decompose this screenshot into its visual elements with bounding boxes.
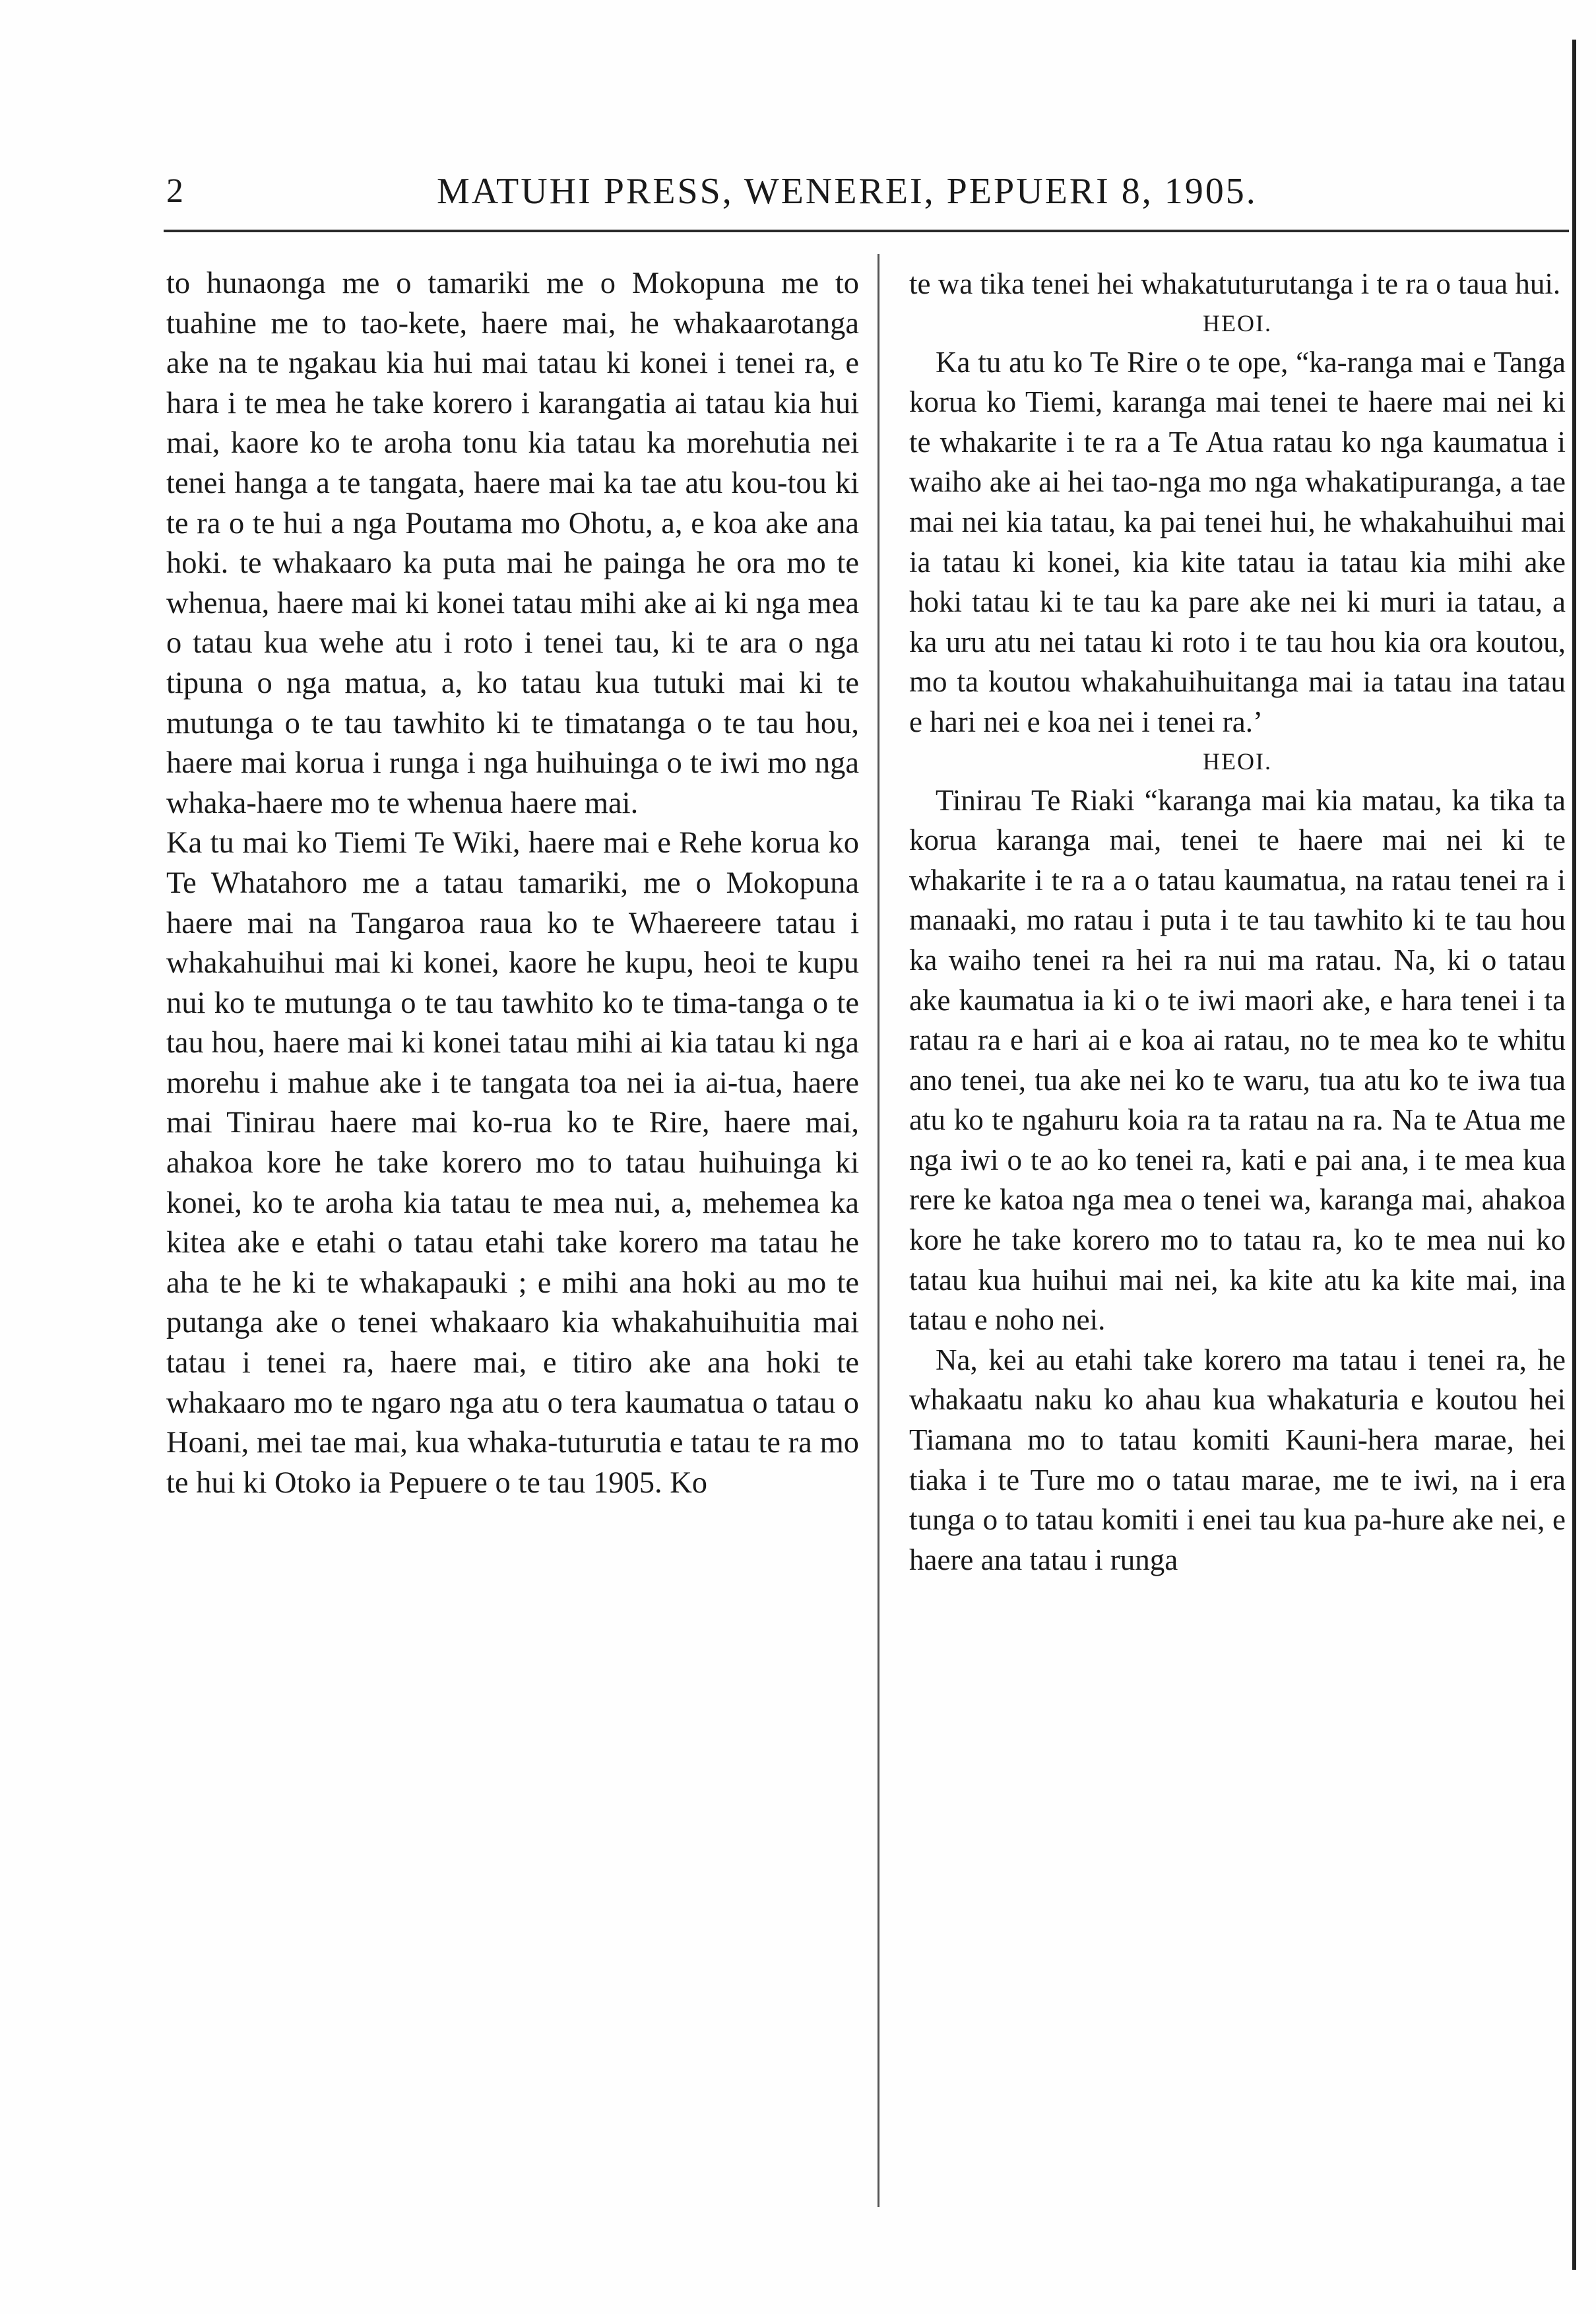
left-column — [166, 264, 859, 2224]
column-divider — [878, 254, 879, 2207]
paragraph: Ka tu atu ko Te Rire o te ope, “ka-ranga mai e Tanga korua ko Tiemi, karanga mai tenei te haere mai nei ki te whakarite i te ra a Te Atua ratau ko nga kaumatua i waiho ake ai hei tao-nga mo nga whakatipuranga, a tae mai nei kia tatau, ka pai tenei hui, he whakahuihui mai ia tatau ki konei, kia kite tatau ia tatau kia mihi ake hoki tatau ki te tau ka pare ake nei ki muri ia tatau, a ka uru atu nei tatau ki roto i te tau hou kia ora koutou, mo ta koutou whakahuihuitanga mai ia tatau ina tatau e hari nei e koa nei i tenei ra.’ — [909, 345, 1566, 738]
paragraph: Tinirau Te Riaki “karanga mai kia matau, ka tika ta korua karanga mai, tenei te haere mai nei ki te whakarite i te ra a o tatau kaumatua, na ratau tenei ra i manaaki, mo ratau i puta i te tau tawhito ki te tau hou ka waiho tenei ra hei ra nui ma ratau. Na, ki o tatau ake kaumatua ia ki o te iwi maori ake, e hara tenei i ta ratau ra e hari ai e koa ai ratau, no te mea ko te whitu ano tenei, tua ake nei ko te waru, tua atu ko te iwa tua atu ko te ngahuru koia ra ta ratau na ra. Na te Atua me nga iwi o te ao ko tenei ra, kati e pai ana, i te mea kua rere ke katoa nga mea o tenei wa, karanga mai, ahakoa kore he take korero mo to tatau ra, ko te mea nui ko tatau kua huihui mai nei, ka kite atu ka kite mai, ina tatau e noho nei. — [909, 783, 1566, 1337]
paragraph: Na, kei au etahi take korero ma tatau i tenei ra, he whakaatu naku ko ahau kua whakaturia e koutou hei Tiamana mo to tatau komiti Kauni-hera marae, hei tiaka i te Ture mo o tatau marae, me te iwi, na i era tunga o to tatau komiti i enei tau kua pa-hure ake nei, e haere ana tatau i runga — [909, 1343, 1566, 1576]
section-mark-heoi: HEOI. — [1203, 748, 1272, 775]
paragraph: to hunaonga me o tamariki me o Mokopuna me to tuahine me to tao-kete, haere mai, he whakaarotanga ake na te ngakau kia hui mai tatau ki konei i tenei ra, e hara i te mea he take korero i karangatia ai tatau kia hui mai, kaore ko te aroha tonu kia tatau ka morehutia nei tenei hanga a te tangata, haere mai ka tae atu kou-tou ki te ra o te hui a nga Poutama mo Ohotu, a, e koa ake ana hoki. te whakaaro ka puta mai he painga he ora mo te whenua, haere mai ki konei tatau mihi ake ai ki nga mea o tatau kua wehe atu i roto i tenei tau, ki te ara o nga tipuna o nga matua, a, ko tatau kua tutuki mai ki te mutunga o te tau tawhito ki te timatanga o te tau hou, haere mai korua i runga i nga huihuinga o te iwi mo nga whaka-haere mo te whenua haere mai. — [166, 267, 859, 820]
page-header — [166, 162, 1393, 221]
page-edge-rule — [1572, 40, 1576, 2270]
header-rule — [164, 230, 1569, 232]
right-column — [909, 264, 1566, 2224]
section-mark-heoi: HEOI. — [1203, 309, 1272, 337]
paragraph: te wa tika tenei hei whakatuturutanga i te ra o taua hui. — [909, 267, 1561, 300]
paragraph: Ka tu mai ko Tiemi Te Wiki, haere mai e Rehe korua ko Te Whatahoro me a tatau tamariki, me o Mokopuna haere mai na Tangaroa raua ko te Whaereere tatau i whakahuihui mai ki konei, kaore he kupu, heoi te kupu nui ko te mutunga o te tau tawhito ko te tima-tanga o te tau hou, haere mai ki konei tatau mihi ai kia tatau ki nga morehu i mahue ake i te tangata toa nei ia ai-tua, haere mai Tinirau haere mai ko-rua ko te Rire, haere mai, ahakoa kore he take korero mo to tatau huihuinga ki konei, ko te aroha kia tatau te mea nui, a, mehemea ka kitea ake e etahi o tatau etahi take korero ma tatau he aha te he ki te whakapauki ; e mihi ana hoki au mo te putanga ake o tenei whakaaro kia whakahuihuitia mai tatau i tenei ra, haere mai, e titiro ake ana hoki te whakaaro mo te ngaro nga atu o tera kaumatua o tatau o Hoani, mei tae mai, kua whaka-tuturutia e tatau te ra mo te hui ki Otoko ia Pepuere o te tau 1905. Ko — [166, 826, 859, 1500]
page-number: 2 — [166, 172, 183, 210]
masthead: MATUHI PRESS, WENEREI, PEPUERI 8, 1905. — [437, 171, 1258, 212]
